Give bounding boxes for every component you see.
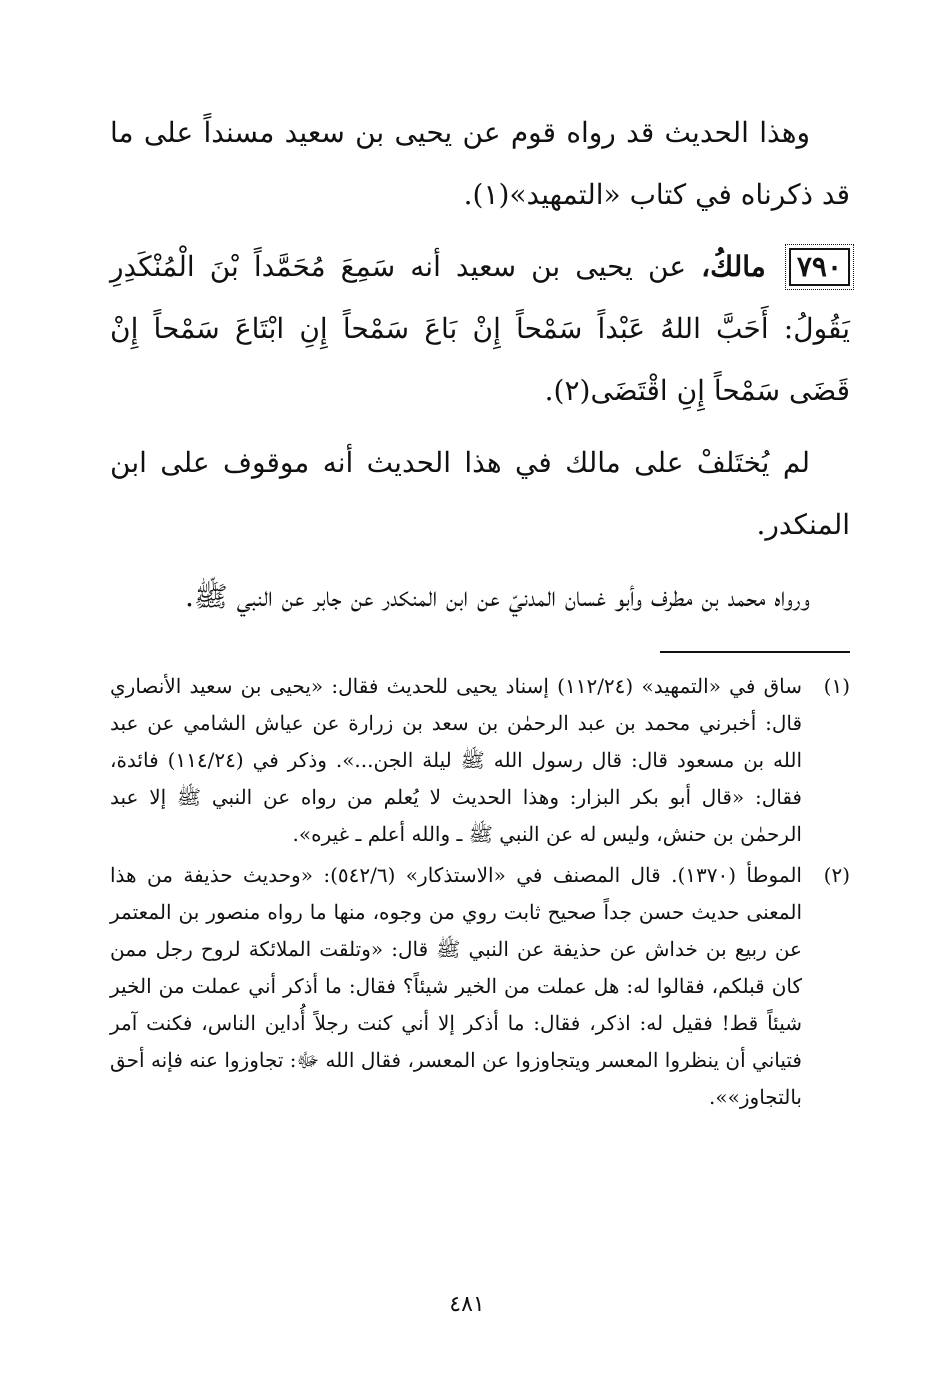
hadith-speaker: مالكُ، [701, 250, 766, 283]
footnote-1 [110, 668, 850, 853]
footnote-number: (١) [823, 674, 850, 698]
hadith-number-badge: ٧٩٠ [789, 248, 850, 286]
paragraph-commentary: لم يُختَلفْ على مالك في هذا الحديث أنه موقوف على ابن المنكدر. [110, 446, 850, 541]
hadith-text: عن يحيى بن سعيد أنه سَمِعَ مُحَمَّداً بْنَ الْمُنْكَدِرِ يَقُولُ: أَحَبَّ اللهُ عَبْداً سَمْحاً إِنْ بَاعَ سَمْحاً إِنِ ابْتَاعَ سَمْحاً إِنْ قَضَى سَمْحاً إِنِ اقْتَضَى(٢). [110, 250, 850, 407]
footnotes [110, 668, 850, 1120]
paragraph-intro: وهذا الحديث قد رواه قوم عن يحيى بن سعيد مسنداً على ما قد ذكرناه في كتاب «التمهيد»(١). [110, 116, 850, 211]
footnote-text: الموطأ (١٣٧٠). قال المصنف في «الاستذكار» (٥٤٢/٦): «وحديث حذيفة من هذا المعنى حديث حسن جداً صحيح ثابت روي من وجوه، منها ما رواه منصور بن المعتمر عن ربيع بن خداش عن حذيفة عن النبي ﷺ قال: «وتلقت الملائكة لروح رجل ممن كان قبلكم، فقالوا له: هل عملت من الخير شيئاً؟ فقال: ما أذكر أني عملت من الخير شيئاً قط! فقيل له: اذكر، فقال: ما أذكر إلا أني كنت رجلاً أُداين الناس، فكنت آمر فتياني أن ينظروا المعسر ويتجاوزوا عن المعسر، فقال الله ﷻ: تجاوزوا عنه فإنه أحق بالتجاوز»». [110, 863, 802, 1109]
footnote-2 [110, 857, 850, 1116]
footnote-number: (٢) [823, 863, 850, 887]
hadith-paragraph [110, 236, 850, 422]
page-number: ٤٨١ [449, 1292, 485, 1317]
main-text [110, 102, 850, 638]
footnote-divider [660, 651, 850, 653]
paragraph-narration: ورواه محمد بن مطرف وأبو غسان المدنيّ عن ابن المنكدر عن جابر عن النبي ﷺ. [184, 580, 810, 613]
footnote-text: ساق في «التمهيد» (١١٢/٢٤) إسناد يحيى للحديث فقال: «يحيى بن سعيد الأنصاري قال: أخبرني محمد بن عبد الرحمٰن بن سعد بن زرارة عن عياش الشامي عن عبد الله بن مسعود قال: قال رسول الله ﷺ ليلة الجن...». وذكر في (١١٤/٢٤) فائدة، فقال: «قال أبو بكر البزار: وهذا الحديث لا يُعلم من رواه عن النبي ﷺ إلا عبد الرحمٰن بن حنش، وليس له عن النبي ﷺ ـ والله أعلم ـ غيره». [110, 674, 803, 846]
